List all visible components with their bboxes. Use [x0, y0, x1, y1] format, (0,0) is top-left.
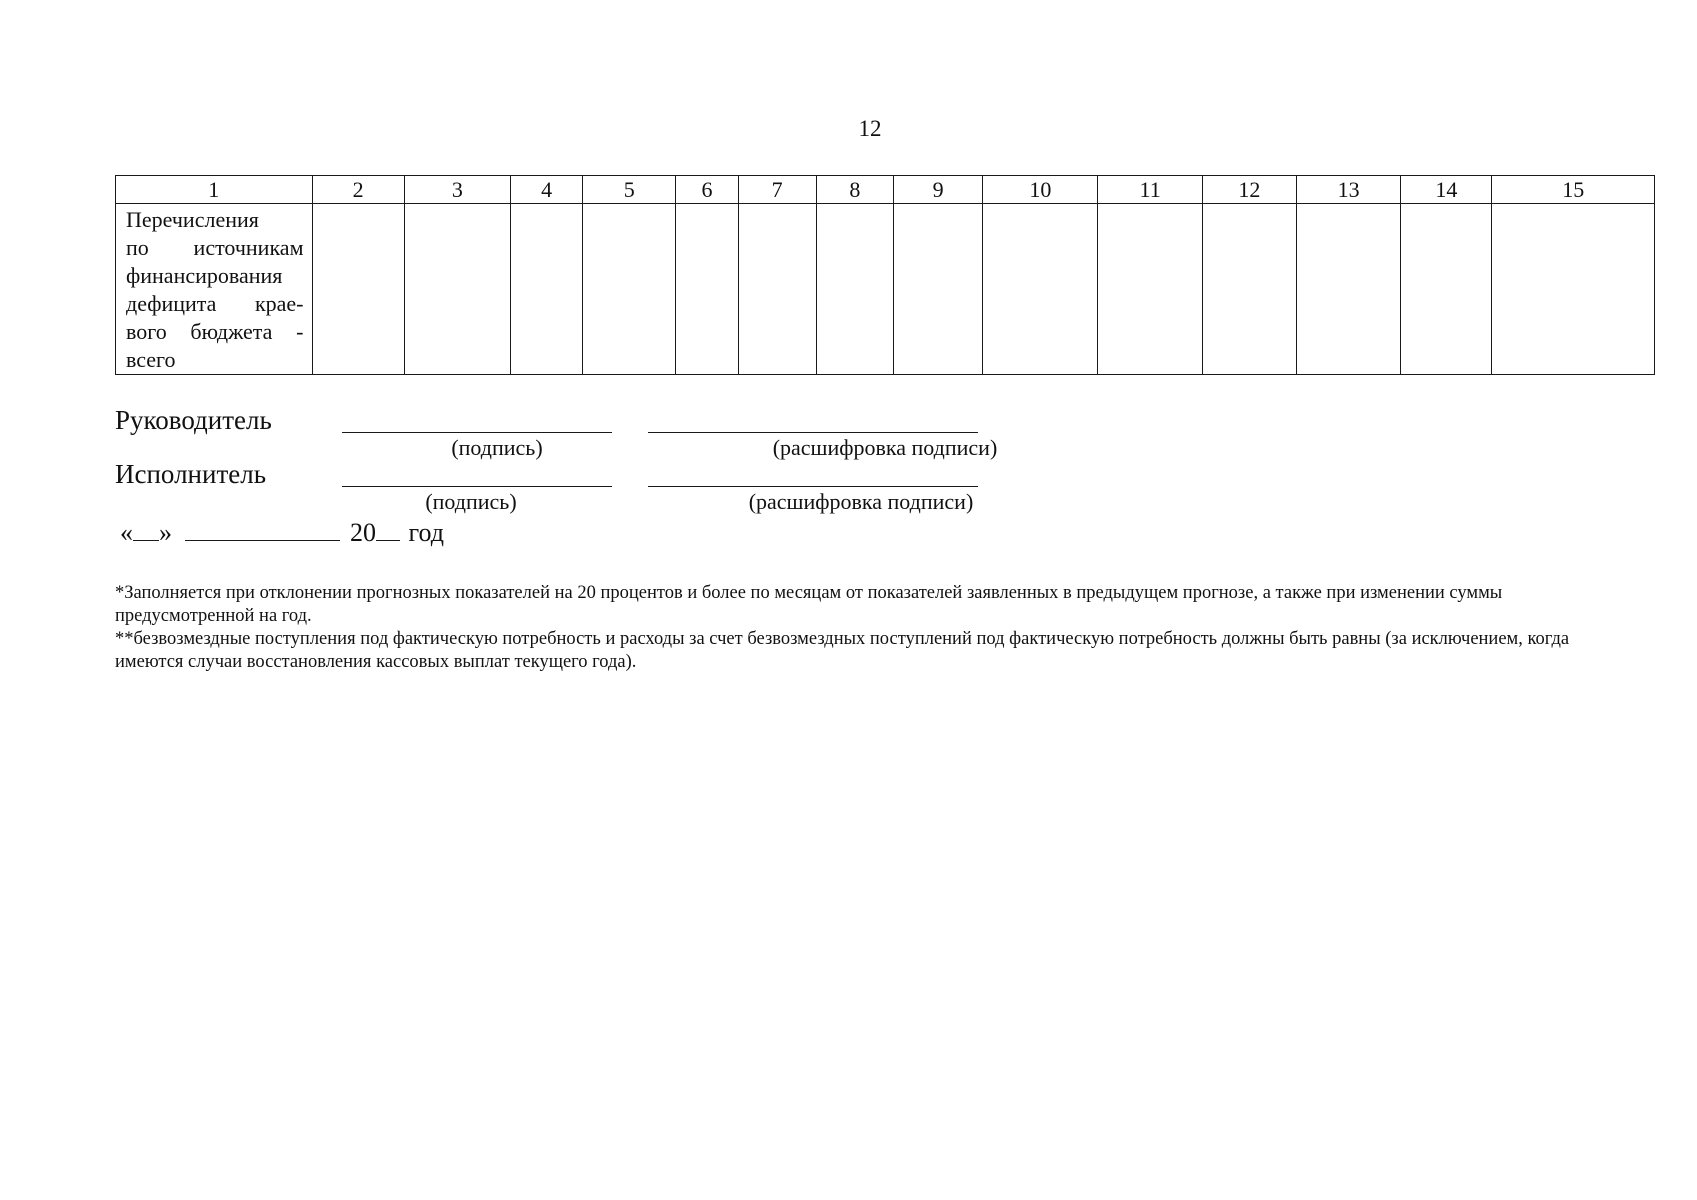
row-label-cell [116, 204, 313, 375]
table-header-row [116, 176, 1655, 204]
row-label-word: дефицита [126, 291, 217, 316]
row-label-word: - [296, 319, 304, 344]
column-header: 15 [1492, 176, 1655, 204]
column-header: 11 [1098, 176, 1202, 204]
date-month-blank[interactable] [185, 518, 340, 541]
data-cell[interactable] [1296, 204, 1400, 375]
column-header: 12 [1202, 176, 1296, 204]
data-cell[interactable] [1202, 204, 1296, 375]
row-label-line: Перечисления [126, 207, 259, 232]
data-cell[interactable] [816, 204, 893, 375]
date-close-quote: » [159, 518, 172, 547]
row-label-word: бюджета [190, 319, 273, 344]
data-cell[interactable] [893, 204, 982, 375]
date-day-blank[interactable] [133, 518, 159, 541]
footnote-second: **безвозмездные поступления под фактическую потребность и расходы за счет безвозмездных поступлений под фактическую потребность должны быть равны (за исключением, когда имеются случаи восстановления кассовых выплат текущего года). [115, 629, 1570, 672]
column-header: 10 [983, 176, 1098, 204]
data-cell[interactable] [676, 204, 738, 375]
column-header: 5 [583, 176, 676, 204]
executor-role-label: Исполнитель [115, 459, 267, 489]
executor-decoding-line[interactable] [648, 486, 978, 487]
data-cell[interactable] [1098, 204, 1202, 375]
data-cell[interactable] [1492, 204, 1655, 375]
footnote-first: *Заполняется при отклонении прогнозных показателей на 20 процентов и более по месяцам от показателей заявленных в предыдущем прогнозе, а также при изменении суммы предусмотренной на год. [115, 583, 1503, 626]
row-label-word: вого [126, 319, 167, 344]
row-label-line: всего [126, 347, 176, 372]
row-label-word: крае- [254, 291, 304, 316]
page-number: 12 [858, 116, 882, 141]
head-role-label: Руководитель [115, 405, 272, 435]
column-header: 7 [738, 176, 816, 204]
date-year-blank[interactable] [376, 518, 400, 541]
date-open-quote: « [120, 518, 133, 547]
column-header: 6 [676, 176, 738, 204]
footnotes [115, 582, 1625, 674]
table-row [116, 204, 1655, 375]
row-label-word: источникам [193, 235, 304, 260]
row-label-line [126, 290, 304, 318]
head-decoding-line[interactable] [648, 432, 978, 433]
executor-signature-line[interactable] [342, 486, 612, 487]
column-header: 9 [893, 176, 982, 204]
row-label-line: финансирования [126, 263, 283, 288]
data-cell[interactable] [404, 204, 510, 375]
data-cell[interactable] [738, 204, 816, 375]
date-line [120, 518, 444, 548]
head-signature-line[interactable] [342, 432, 612, 433]
data-cell[interactable] [1401, 204, 1492, 375]
data-cell[interactable] [983, 204, 1098, 375]
data-cell[interactable] [312, 204, 404, 375]
executor-signature-caption: (подпись) [425, 489, 517, 514]
row-label-word: по [126, 235, 149, 260]
report-table [115, 175, 1655, 375]
column-header: 8 [816, 176, 893, 204]
head-signature-caption: (подпись) [451, 435, 543, 460]
column-header: 13 [1296, 176, 1400, 204]
column-header: 4 [511, 176, 583, 204]
date-year-suffix: год [408, 518, 444, 547]
row-label-line [126, 234, 304, 262]
column-header: 2 [312, 176, 404, 204]
data-cell[interactable] [583, 204, 676, 375]
data-cell[interactable] [511, 204, 583, 375]
executor-decoding-caption: (расшифровка подписи) [748, 489, 974, 514]
column-header: 3 [404, 176, 510, 204]
row-label-line [126, 318, 304, 346]
column-header: 14 [1401, 176, 1492, 204]
column-header: 1 [116, 176, 313, 204]
date-year-prefix: 20 [350, 518, 376, 547]
head-decoding-caption: (расшифровка подписи) [772, 435, 998, 460]
